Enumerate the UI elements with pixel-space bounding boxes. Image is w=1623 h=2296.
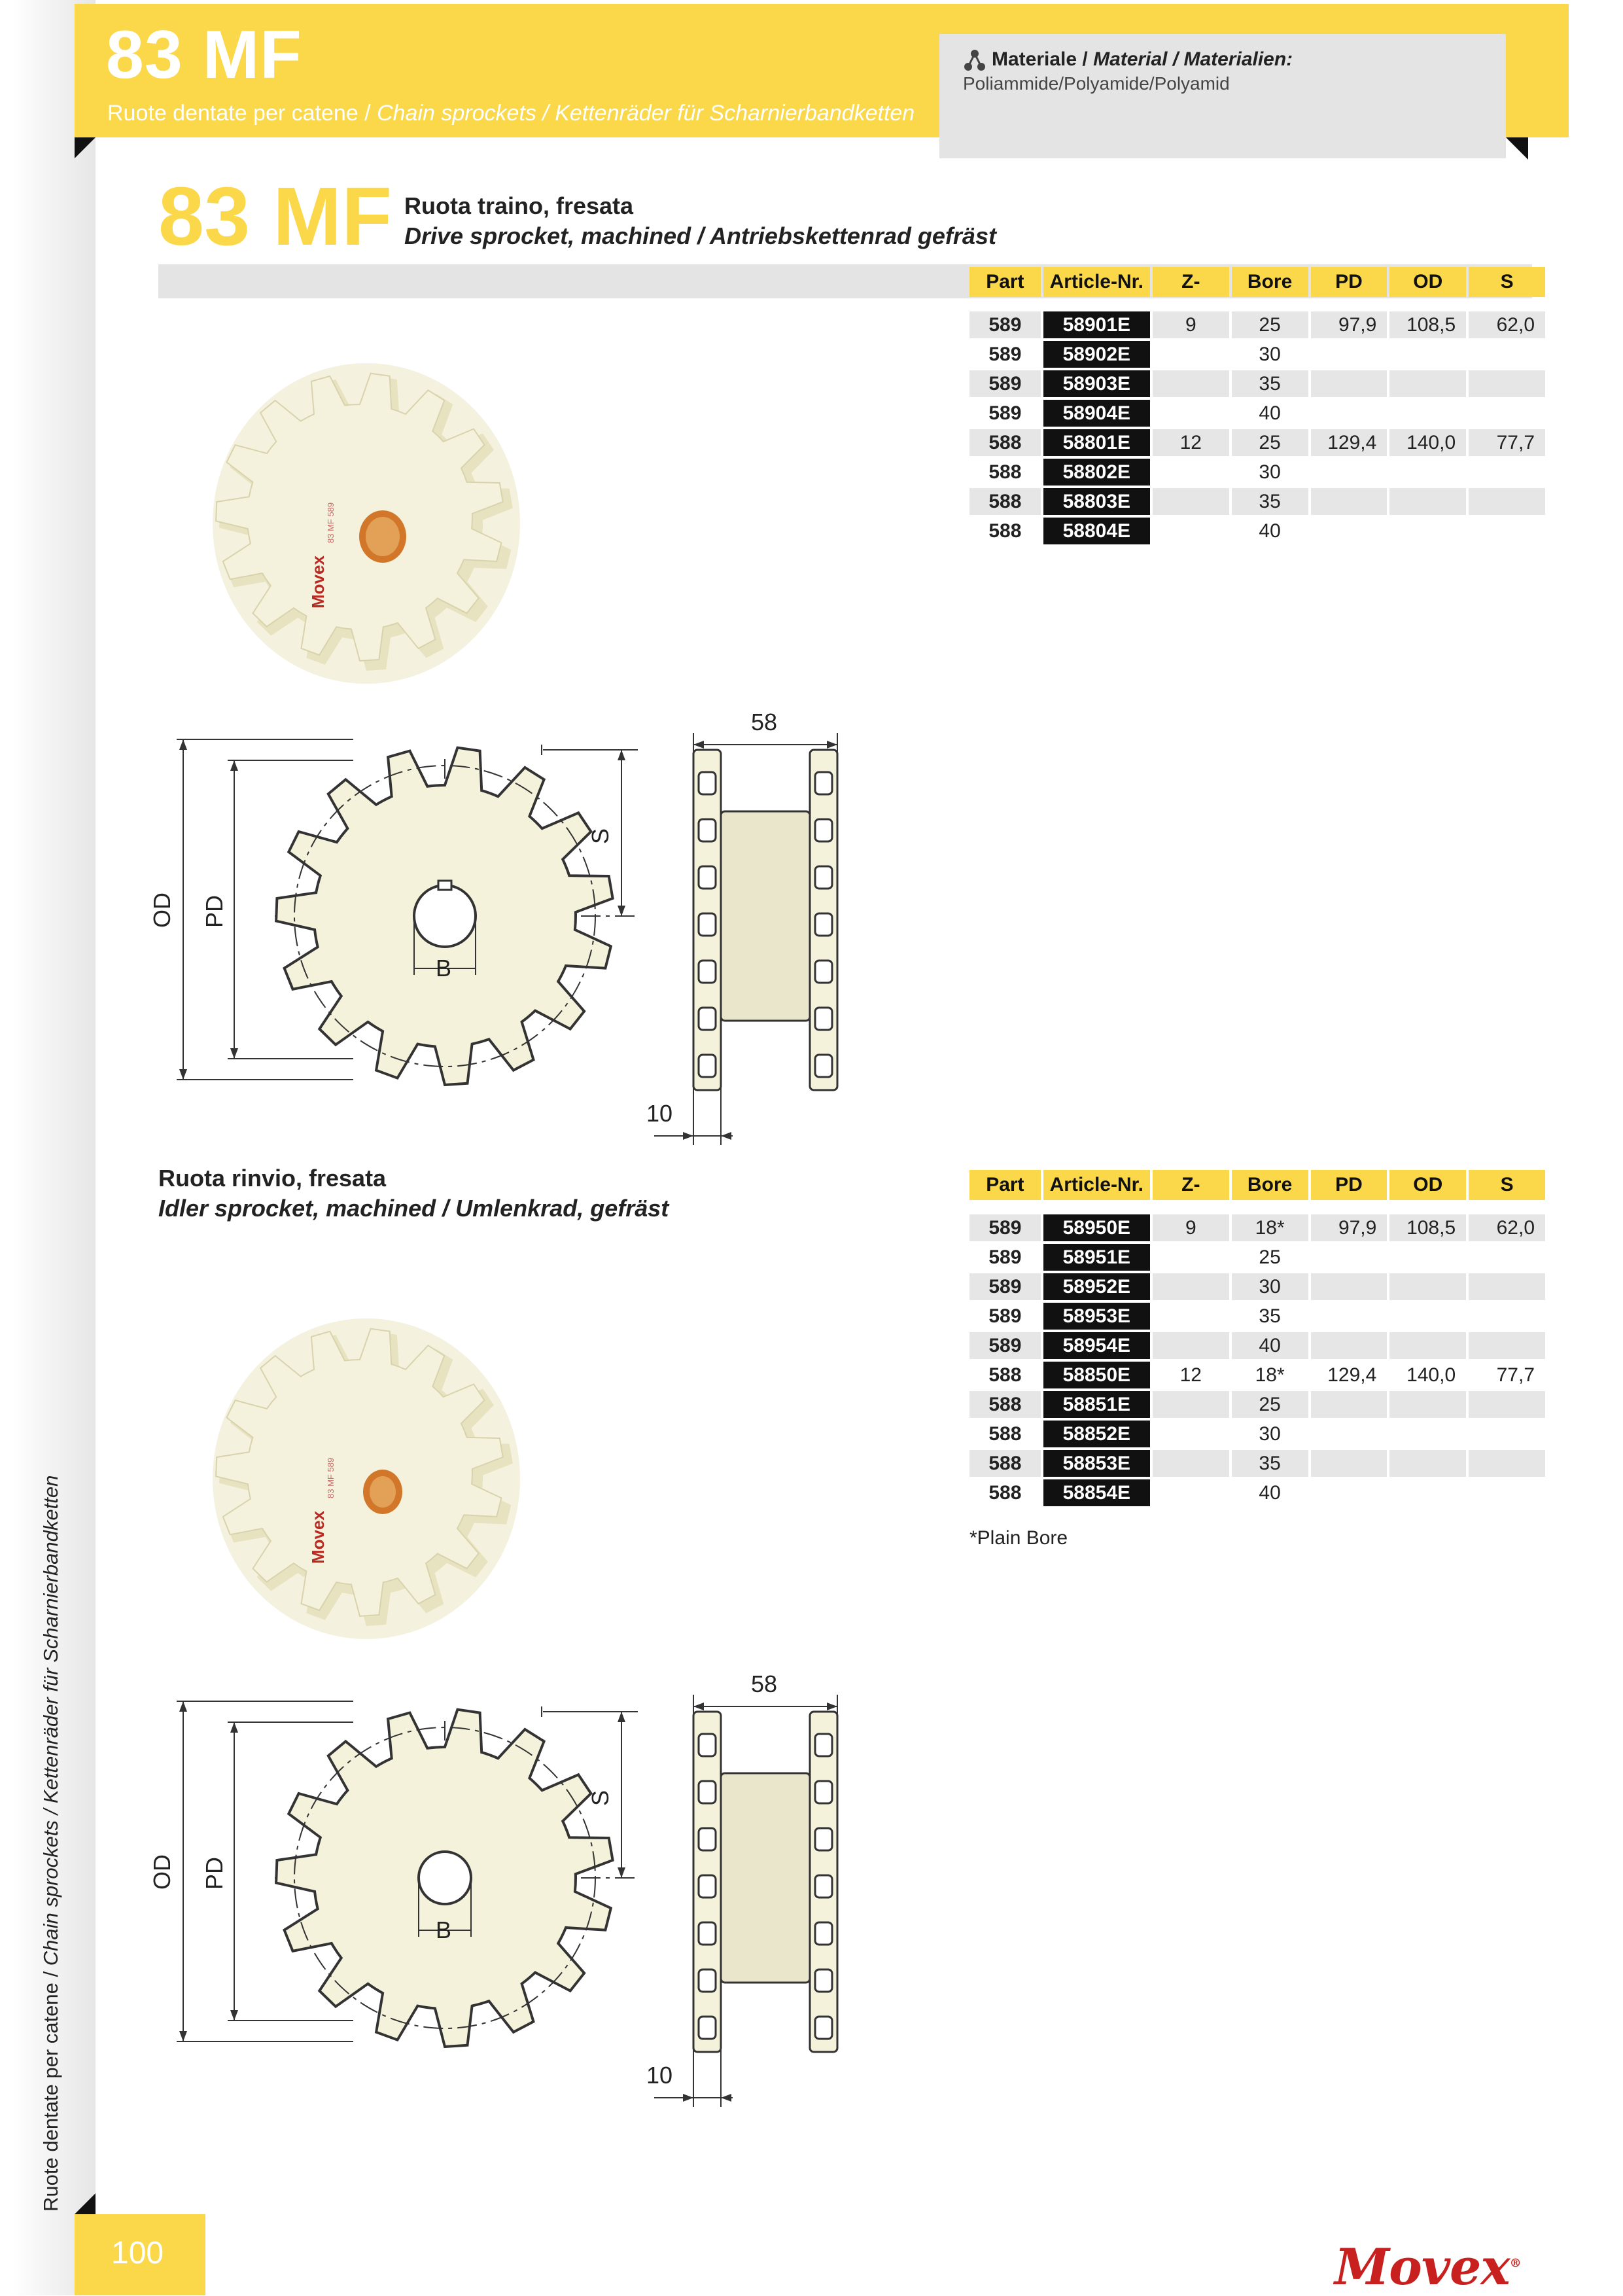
cell-article: 58952E <box>1043 1273 1150 1300</box>
cell-bore: 25 <box>1259 1246 1281 1268</box>
col-article: Article-Nr. <box>1043 1170 1150 1200</box>
cell-part: 589 <box>969 370 1041 397</box>
tooth-slot <box>815 2017 832 2039</box>
cell-z: 12 <box>1153 429 1229 456</box>
photo-brand-mark: Movex <box>308 556 328 609</box>
cell-s <box>1469 370 1545 397</box>
cell-bore: 35 <box>1232 370 1308 397</box>
cell-pd: 129,4 <box>1327 1364 1377 1386</box>
cell-article: 58904E <box>1043 400 1150 427</box>
pd-label: PD <box>201 894 228 928</box>
cell-z <box>1153 1479 1229 1506</box>
tooth-slot <box>699 1922 716 1945</box>
cell-bore: 25 <box>1232 1391 1308 1418</box>
side-running-title <box>31 1426 71 2212</box>
cell-article: 58854E <box>1043 1479 1150 1506</box>
cell-s <box>1469 1450 1545 1477</box>
table-row <box>969 1273 1545 1300</box>
cell-pd: 97,9 <box>1311 1214 1387 1241</box>
material-label-it: Materiale / <box>992 48 1094 70</box>
table-row <box>969 1303 1545 1330</box>
cell-z: 9 <box>1153 311 1229 338</box>
cell-pd <box>1311 459 1387 486</box>
tooth-slot <box>815 1008 832 1030</box>
cell-article: 58901E <box>1043 311 1150 338</box>
idler-sprocket-photo <box>170 1282 536 1649</box>
tooth-slot <box>699 1781 716 1803</box>
cell-article: 58951E <box>1043 1244 1150 1271</box>
cell-z <box>1153 518 1229 544</box>
cell-pd <box>1311 1479 1387 1506</box>
tooth-slot <box>699 1734 716 1756</box>
table-row <box>969 370 1545 397</box>
tooth-slot <box>699 1875 716 1898</box>
material-label <box>992 48 1293 71</box>
corner-marker-bottom <box>75 2193 96 2214</box>
drive-sprocket-drawing <box>144 694 864 1152</box>
cell-bore: 35 <box>1232 488 1308 515</box>
cell-od <box>1389 459 1466 486</box>
hub-body <box>721 1773 810 1983</box>
cell-z <box>1153 1450 1229 1477</box>
cell-od: 108,5 <box>1389 1214 1466 1241</box>
cell-article: 58802E <box>1043 459 1150 486</box>
hub-body <box>721 811 810 1021</box>
cell-od <box>1389 341 1466 368</box>
cell-z <box>1153 370 1229 397</box>
width-label: 58 <box>751 1670 778 1697</box>
tooth-slot <box>699 866 716 889</box>
col-part: Part <box>969 267 1041 297</box>
cell-s <box>1469 488 1545 515</box>
cell-pd <box>1311 518 1387 544</box>
page-title: 83 MF <box>106 17 302 93</box>
b-label: B <box>436 1916 452 1943</box>
cell-part: 589 <box>988 402 1022 424</box>
s-label: S <box>587 828 614 844</box>
tooth-slot <box>815 772 832 794</box>
table-row <box>969 1391 1545 1418</box>
pd-label: PD <box>201 1856 228 1890</box>
cell-s <box>1469 1244 1545 1271</box>
tooth-slot <box>699 913 716 936</box>
tooth-slot <box>815 913 832 936</box>
table-row <box>969 429 1545 456</box>
cell-bore: 30 <box>1259 1422 1281 1445</box>
cell-od <box>1389 1303 1466 1330</box>
col-pd: PD <box>1311 1170 1387 1200</box>
cell-z <box>1153 1244 1229 1271</box>
cell-s <box>1469 1391 1545 1418</box>
drive-sprocket-heading-en-de: Drive sprocket, machined / Antriebskettenrad gefräst <box>404 222 996 249</box>
cell-bore: 18* <box>1232 1214 1308 1241</box>
cell-s: 62,0 <box>1469 311 1545 338</box>
side-title-en-de: Chain sprockets / Kettenräder für Scharnierbandketten <box>39 1475 62 1966</box>
cell-article: 58852E <box>1043 1421 1150 1447</box>
material-label-en-de: Material / Materialien: <box>1093 48 1293 70</box>
cell-z <box>1153 341 1229 368</box>
cell-od: 108,5 <box>1389 311 1466 338</box>
cell-article: 58850E <box>1043 1362 1150 1388</box>
cell-part: 589 <box>969 311 1041 338</box>
col-pd: PD <box>1311 267 1387 297</box>
cell-od <box>1389 1244 1466 1271</box>
cell-pd <box>1311 1450 1387 1477</box>
cell-s <box>1469 1332 1545 1359</box>
cell-pd <box>1311 341 1387 368</box>
table-row <box>969 1362 1545 1388</box>
b-label: B <box>436 955 452 981</box>
cell-od <box>1389 488 1466 515</box>
table-spacer <box>969 300 1545 309</box>
cell-z <box>1153 488 1229 515</box>
cell-pd <box>1311 1332 1387 1359</box>
cell-od <box>1389 1391 1466 1418</box>
col-od: OD <box>1389 1170 1466 1200</box>
cell-part: 588 <box>988 1364 1022 1386</box>
cell-article: 58953E <box>1043 1303 1150 1330</box>
cell-pd <box>1311 1391 1387 1418</box>
tooth-slot <box>815 961 832 983</box>
od-label: OD <box>148 892 175 928</box>
col-bore: Bore <box>1232 267 1308 297</box>
tooth-slot <box>699 1828 716 1850</box>
cell-part: 589 <box>988 1246 1022 1268</box>
cell-article: 58950E <box>1043 1214 1150 1241</box>
idler-sprocket-table <box>967 1167 1548 1509</box>
cell-part: 588 <box>969 1450 1041 1477</box>
cell-part: 588 <box>988 1481 1022 1504</box>
svg-text:83 MF 589: 83 MF 589 <box>326 502 336 543</box>
cell-od <box>1389 1332 1466 1359</box>
tooth-slot <box>699 819 716 841</box>
hub-label: 10 <box>646 2062 673 2089</box>
corner-marker-left <box>75 137 96 158</box>
cell-article: 58851E <box>1043 1391 1150 1418</box>
cell-s <box>1469 341 1545 368</box>
cell-bore: 30 <box>1259 343 1281 365</box>
cell-bore: 25 <box>1232 311 1308 338</box>
cell-pd <box>1311 1303 1387 1330</box>
material-network-icon <box>963 48 986 72</box>
tooth-slot <box>699 961 716 983</box>
page-subtitle-en-de: Chain sprockets / Kettenräder für Scharnierbandketten <box>377 101 915 126</box>
cell-bore: 40 <box>1259 402 1281 424</box>
cell-pd <box>1311 400 1387 427</box>
cell-part: 589 <box>969 1273 1041 1300</box>
cell-z: 12 <box>1179 1364 1202 1386</box>
cell-pd <box>1311 1273 1387 1300</box>
cell-article: 58853E <box>1043 1450 1150 1477</box>
width-label: 58 <box>751 709 778 735</box>
table-row <box>969 1479 1545 1506</box>
col-s: S <box>1469 1170 1545 1200</box>
tooth-slot <box>815 866 832 889</box>
table-row <box>969 1450 1545 1477</box>
page-subtitle-it: Ruote dentate per catene / <box>107 101 377 126</box>
s-label: S <box>587 1790 614 1806</box>
col-z: Z- <box>1153 1170 1229 1200</box>
section-big-title: 83 MF <box>158 170 393 262</box>
table-row <box>969 518 1545 544</box>
table-row <box>969 488 1545 515</box>
cell-od <box>1389 1273 1466 1300</box>
cell-s <box>1469 1303 1545 1330</box>
col-od: OD <box>1389 267 1466 297</box>
tooth-slot <box>699 1969 716 1992</box>
drive-sprocket-table <box>967 264 1548 547</box>
cell-z: 9 <box>1153 1214 1229 1241</box>
cell-bore: 30 <box>1259 461 1281 483</box>
cell-part: 589 <box>988 343 1022 365</box>
cell-part: 589 <box>969 1332 1041 1359</box>
cell-od <box>1389 1421 1466 1447</box>
logo-text: Movex <box>1335 2238 1510 2296</box>
cell-z <box>1153 459 1229 486</box>
idler-sprocket-heading-en-de: Idler sprocket, machined / Umlenkrad, gefräst <box>158 1195 669 1222</box>
tooth-slot <box>815 1875 832 1898</box>
cell-article: 58804E <box>1043 518 1150 544</box>
cell-bore: 40 <box>1232 1332 1308 1359</box>
table-row <box>969 341 1545 368</box>
drive-sprocket-heading-it: Ruota traino, fresata <box>404 192 634 219</box>
tooth-slot <box>699 1055 716 1077</box>
cell-bore: 35 <box>1259 1305 1281 1327</box>
cell-bore: 30 <box>1232 1273 1308 1300</box>
cell-pd <box>1311 1421 1387 1447</box>
cell-s <box>1469 518 1545 544</box>
cell-od <box>1389 1479 1466 1506</box>
cell-od: 140,0 <box>1389 429 1466 456</box>
cell-z <box>1153 400 1229 427</box>
cell-article: 58803E <box>1043 488 1150 515</box>
table-row <box>969 400 1545 427</box>
cell-z <box>1153 1421 1229 1447</box>
cell-article: 58801E <box>1043 429 1150 456</box>
cell-bore: 25 <box>1232 429 1308 456</box>
cell-part: 588 <box>969 488 1041 515</box>
col-part: Part <box>969 1170 1041 1200</box>
side-title-it: Ruote dentate per catene / <box>39 1966 62 2212</box>
tooth-slot <box>815 1922 832 1945</box>
cell-article: 58902E <box>1043 341 1150 368</box>
cell-z <box>1153 1303 1229 1330</box>
corner-marker-right <box>1506 137 1528 160</box>
material-value: Poliammide/Polyamide/Polyamid <box>963 73 1230 94</box>
page-number: 100 <box>111 2236 164 2270</box>
cell-part: 589 <box>988 1305 1022 1327</box>
cell-part: 588 <box>988 461 1022 483</box>
cell-z <box>1153 1332 1229 1359</box>
idler-sprocket-heading-it: Ruota rinvio, fresata <box>158 1165 387 1192</box>
table-row <box>969 311 1545 338</box>
movex-logo <box>1335 2238 1521 2296</box>
table-row <box>969 1421 1545 1447</box>
cell-od <box>1389 518 1466 544</box>
cell-article: 58954E <box>1043 1332 1150 1359</box>
idler-sprocket-drawing <box>144 1655 864 2113</box>
cell-part: 588 <box>988 1422 1022 1445</box>
table-header-row <box>969 1170 1545 1200</box>
cell-s <box>1469 400 1545 427</box>
cell-od: 140,0 <box>1406 1364 1456 1386</box>
cell-bore: 40 <box>1259 1481 1281 1504</box>
tooth-slot <box>699 1008 716 1030</box>
cell-s <box>1469 1273 1545 1300</box>
table-header-row <box>969 267 1545 297</box>
cell-pd: 129,4 <box>1311 429 1387 456</box>
cell-s <box>1469 1479 1545 1506</box>
table-row <box>969 1214 1545 1241</box>
cell-part: 589 <box>969 1214 1041 1241</box>
col-z: Z- <box>1153 267 1229 297</box>
drive-sprocket-photo <box>170 327 536 694</box>
tooth-slot <box>815 1055 832 1077</box>
col-article: Article-Nr. <box>1043 267 1150 297</box>
tooth-slot <box>699 772 716 794</box>
photo-brand-mark: Movex <box>308 1511 328 1564</box>
col-bore: Bore <box>1232 1170 1308 1200</box>
cell-bore: 35 <box>1232 1450 1308 1477</box>
cell-pd <box>1311 488 1387 515</box>
table-row <box>969 1332 1545 1359</box>
cell-bore: 18* <box>1255 1364 1285 1386</box>
logo-registered-mark: ® <box>1509 2256 1521 2270</box>
cell-s: 77,7 <box>1469 429 1545 456</box>
cell-od <box>1389 370 1466 397</box>
cell-s: 62,0 <box>1469 1214 1545 1241</box>
table-spacer <box>969 1203 1545 1212</box>
cell-article: 58903E <box>1043 370 1150 397</box>
od-label: OD <box>148 1854 175 1890</box>
tooth-slot <box>815 1781 832 1803</box>
tooth-slot <box>699 2017 716 2039</box>
tooth-slot <box>815 819 832 841</box>
cell-pd <box>1311 370 1387 397</box>
svg-text:83 MF 589: 83 MF 589 <box>326 1457 336 1498</box>
cell-part: 588 <box>969 1391 1041 1418</box>
cell-s: 77,7 <box>1496 1364 1535 1386</box>
tooth-slot <box>815 1969 832 1992</box>
tooth-slot <box>815 1828 832 1850</box>
tooth-slot <box>815 1734 832 1756</box>
cell-s <box>1469 459 1545 486</box>
cell-z <box>1153 1273 1229 1300</box>
cell-pd: 97,9 <box>1311 311 1387 338</box>
cell-od <box>1389 1450 1466 1477</box>
table-row <box>969 1244 1545 1271</box>
col-s: S <box>1469 267 1545 297</box>
cell-s <box>1469 1421 1545 1447</box>
page-subtitle <box>107 101 915 126</box>
plain-bore-note: *Plain Bore <box>969 1527 1068 1549</box>
cell-z <box>1153 1391 1229 1418</box>
cell-pd <box>1311 1244 1387 1271</box>
cell-part: 588 <box>988 520 1022 542</box>
hub-label: 10 <box>646 1100 673 1127</box>
cell-od <box>1389 400 1466 427</box>
cell-bore: 40 <box>1259 520 1281 542</box>
cell-part: 588 <box>969 429 1041 456</box>
table-row <box>969 459 1545 486</box>
